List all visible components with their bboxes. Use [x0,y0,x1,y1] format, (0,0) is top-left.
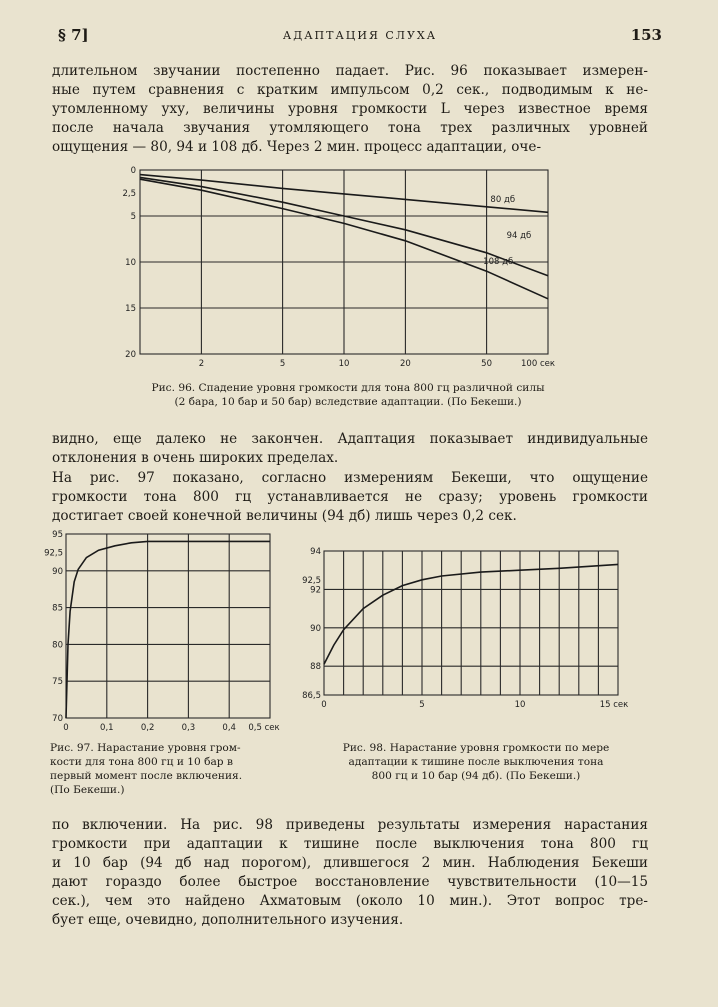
x-tick-label: 0,3 [181,723,196,733]
y-tick-label: 75 [52,677,63,688]
figure-98-caption [306,741,646,783]
text-line: громкости тона 800 гц устанавливается не сразу; уровень громкости [52,489,648,505]
text-line: громкости при адаптации к тишине после выключения тона 800 гц [52,836,648,852]
x-tick-label: 2 [198,359,205,369]
x-tick-label: 0 [321,700,327,710]
y-tick-label: 80 [52,640,63,651]
x-tick-label: 0,2 [140,723,155,733]
y-tick-label: 20 [125,350,136,360]
y-tick-label: 10 [125,258,136,268]
x-tick-label: 10 [338,359,350,369]
text-line: кости для тона 800 гц и 10 бар в [50,756,233,768]
paragraph-3 [52,469,648,526]
text-line: достигает своей конечной величины (94 дб) лишь через 0,2 сек. [52,508,517,524]
text-line: (2 бара, 10 бар и 50 бар) вследствие адаптации. (По Бекеши.) [174,396,522,408]
series-label: 94 дб [506,231,532,242]
x-tick-label: 50 [481,359,493,369]
text-line: видно, еще далеко не закончен. Адаптация показывает индивидуальные [52,431,648,447]
text-line: утомленному уху, величины уровня громкости L через известное время [52,101,648,117]
paragraph-2 [52,430,648,468]
plot-frame [66,534,270,718]
text-line: бует еще, очевидно, дополнительного изучения. [52,912,404,928]
x-tick-label: 100 сек [521,359,555,369]
text-line: (По Бекеши.) [50,784,125,796]
y-tick-label: 94 [310,547,321,557]
figure-96-caption [118,381,578,409]
running-title: АДАПТАЦИЯ СЛУХА [282,29,438,42]
x-tick-label: 0,4 [222,723,236,733]
text-line: Рис. 96. Спадение уровня громкости для тона 800 гц различной силы [151,382,545,394]
running-header [58,26,662,46]
y-tick-label: 85 [52,603,63,614]
x-tick-label: 20 [399,359,411,369]
text-line: ощущения — 80, 94 и 108 дб. Через 2 мин. процесс адаптации, оче- [52,139,542,155]
y-tick-label: 92 [310,585,321,596]
y-tick-label: 92,5 [44,548,63,559]
y-tick-label: 95 [52,530,63,540]
text-line: ные путем сравнения с кратким импульсом 0,2 сек., подводимым к не- [52,82,648,98]
x-tick-label: 5 [279,359,286,369]
y-tick-label: 2,5 [122,189,136,199]
text-line: длительном звучании постепенно падает. Рис. 96 показывает измерен- [52,63,648,79]
y-tick-label: 5 [130,212,136,222]
y-tick-label: 0 [130,166,136,176]
figure-98-chart [296,545,676,720]
text-line: Рис. 97. Нарастание уровня гром- [50,742,241,754]
section-number: § 7] [58,26,89,44]
series-label: 108 дб [483,256,514,267]
x-tick-label: 15 сек [599,700,629,710]
text-line: сек.), чем это найдено Ахматовым (около 10 мин.). Этот вопрос тре- [52,893,648,909]
x-tick-label: 10 [514,700,526,710]
y-tick-label: 86,5 [302,691,321,701]
y-tick-label: 70 [52,714,63,724]
y-tick-label: 90 [310,623,321,634]
text-line: 800 гц и 10 бар (94 дб). (По Бекеши.) [371,770,581,782]
y-tick-label: 88 [310,662,321,673]
text-line: после начала звучания утомляющего тона трех различных уровней [52,120,648,136]
figure-97-caption [50,741,300,797]
series-line-0 [324,564,618,664]
y-tick-label: 15 [125,304,136,314]
x-tick-label: 0 [63,723,69,733]
x-tick-label: 0,5 сек [248,723,280,733]
series-label: 80 дб [490,195,516,206]
text-line: дают гораздо более быстрое восстановление чувствительности (10—15 [52,874,648,890]
series-line-0 [66,541,270,718]
text-line: Рис. 98. Нарастание уровня громкости по мере [342,742,610,754]
text-line: по включении. На рис. 98 приведены результаты измерения нарастания [52,817,648,833]
text-line: первый момент после включения. [50,770,243,782]
text-line: На рис. 97 показано, согласно измерениям Бекеши, что ощущение [52,470,648,486]
x-tick-label: 5 [419,700,425,710]
y-tick-label: 90 [52,566,63,577]
paragraph-4 [52,816,648,930]
y-tick-label: 92,5 [302,575,321,586]
text-line: и 10 бар (94 дб над порогом), длившегося 2 мин. Наблюдения Бекеши [52,855,648,871]
text-line: адаптации к тишине после выключения тона [348,756,604,768]
figure-97-chart [36,528,300,738]
paragraph-1 [52,62,648,157]
text-line: отклонения в очень широких пределах. [52,450,339,466]
x-tick-label: 0,1 [100,723,114,733]
figure-96-chart [110,162,582,380]
page-number: 153 [630,26,662,44]
